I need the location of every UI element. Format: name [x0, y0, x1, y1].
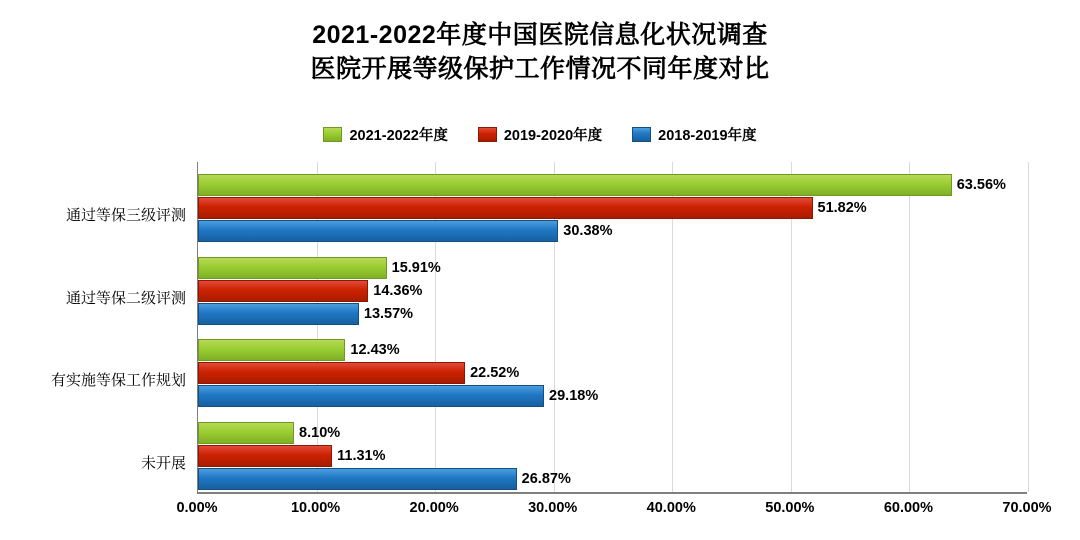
legend-swatch-icon [478, 127, 497, 142]
bar-series-2[interactable] [198, 303, 414, 325]
bar-row [198, 303, 414, 325]
bar-series-0[interactable] [198, 339, 400, 361]
plot-area [197, 162, 1027, 492]
bar-value-label: 26.87% [521, 470, 571, 487]
bar-series-1[interactable] [198, 197, 867, 219]
bar-row [198, 257, 441, 279]
chart-title: 2021-2022年度中国医院信息化状况调查 [312, 21, 768, 49]
category-group-1 [198, 245, 1027, 328]
bar-value-label: 15.91% [391, 259, 441, 276]
legend-swatch-icon [632, 127, 651, 142]
legend-item-series-0[interactable] [323, 124, 447, 145]
bar-row [198, 197, 867, 219]
y-axis-label-0: 通过等保三级评测 [65, 207, 186, 224]
legend-item-series-2[interactable] [632, 124, 756, 145]
chart-subtitle: 医院开展等级保护工作情况不同年度对比 [310, 55, 770, 83]
bar-value-label: 30.38% [563, 223, 613, 239]
bar-series-1[interactable] [198, 362, 520, 384]
bar-value-label: 8.10% [299, 424, 341, 441]
bar-series-0[interactable] [198, 422, 341, 444]
bar-value-label: 13.57% [363, 305, 414, 322]
y-axis-label-2: 有实施等保工作规划 [50, 372, 186, 389]
legend-label: 2018-2019年度 [658, 128, 757, 144]
x-tick-1: 10.00% [290, 500, 341, 516]
category-group-0 [198, 162, 1027, 245]
bar-series-0[interactable] [198, 257, 441, 279]
y-axis-label-1: 通过等保二级评测 [65, 290, 186, 307]
bar-row [198, 174, 1006, 196]
gridline [1028, 162, 1029, 492]
x-tick-4: 40.00% [646, 500, 696, 516]
bar-row [198, 339, 400, 361]
x-tick-6: 60.00% [883, 500, 933, 516]
bar-value-label: 29.18% [549, 388, 599, 404]
bar-series-1[interactable] [198, 280, 423, 302]
bar-row [198, 445, 386, 467]
bar-value-label: 11.31% [337, 447, 386, 464]
bar-value-label: 22.52% [470, 365, 520, 381]
bar-value-label: 51.82% [817, 200, 867, 216]
x-axis-line [197, 492, 1027, 494]
bar-value-label: 63.56% [956, 177, 1006, 193]
legend-swatch-icon [323, 127, 342, 142]
bar-row [198, 362, 520, 384]
bar-series-2[interactable] [198, 220, 613, 242]
x-tick-2: 20.00% [409, 500, 459, 516]
category-group-2 [198, 327, 1027, 410]
legend-label: 2021-2022年度 [349, 128, 448, 144]
bar-row [198, 422, 341, 444]
chart-title-block [0, 18, 1080, 86]
bar-series-2[interactable] [198, 385, 599, 407]
chart-legend [0, 124, 1080, 145]
bar-value-label: 14.36% [373, 282, 423, 299]
bar-row [198, 280, 423, 302]
category-group-3 [198, 410, 1027, 493]
bar-row [198, 385, 599, 407]
legend-label: 2019-2020年度 [503, 128, 603, 144]
x-tick-7: 70.00% [1002, 500, 1052, 516]
x-tick-0: 0.00% [176, 500, 218, 516]
bar-value-label: 12.43% [350, 342, 400, 358]
x-tick-3: 30.00% [528, 500, 578, 516]
bar-row [198, 468, 571, 490]
x-tick-5: 50.00% [765, 500, 815, 516]
bar-row [198, 220, 613, 242]
legend-item-series-1[interactable] [478, 124, 602, 145]
y-axis-label-3: 未开展 [140, 455, 186, 472]
bar-series-0[interactable] [198, 174, 1006, 196]
bar-series-1[interactable] [198, 445, 386, 467]
bar-series-2[interactable] [198, 468, 571, 490]
